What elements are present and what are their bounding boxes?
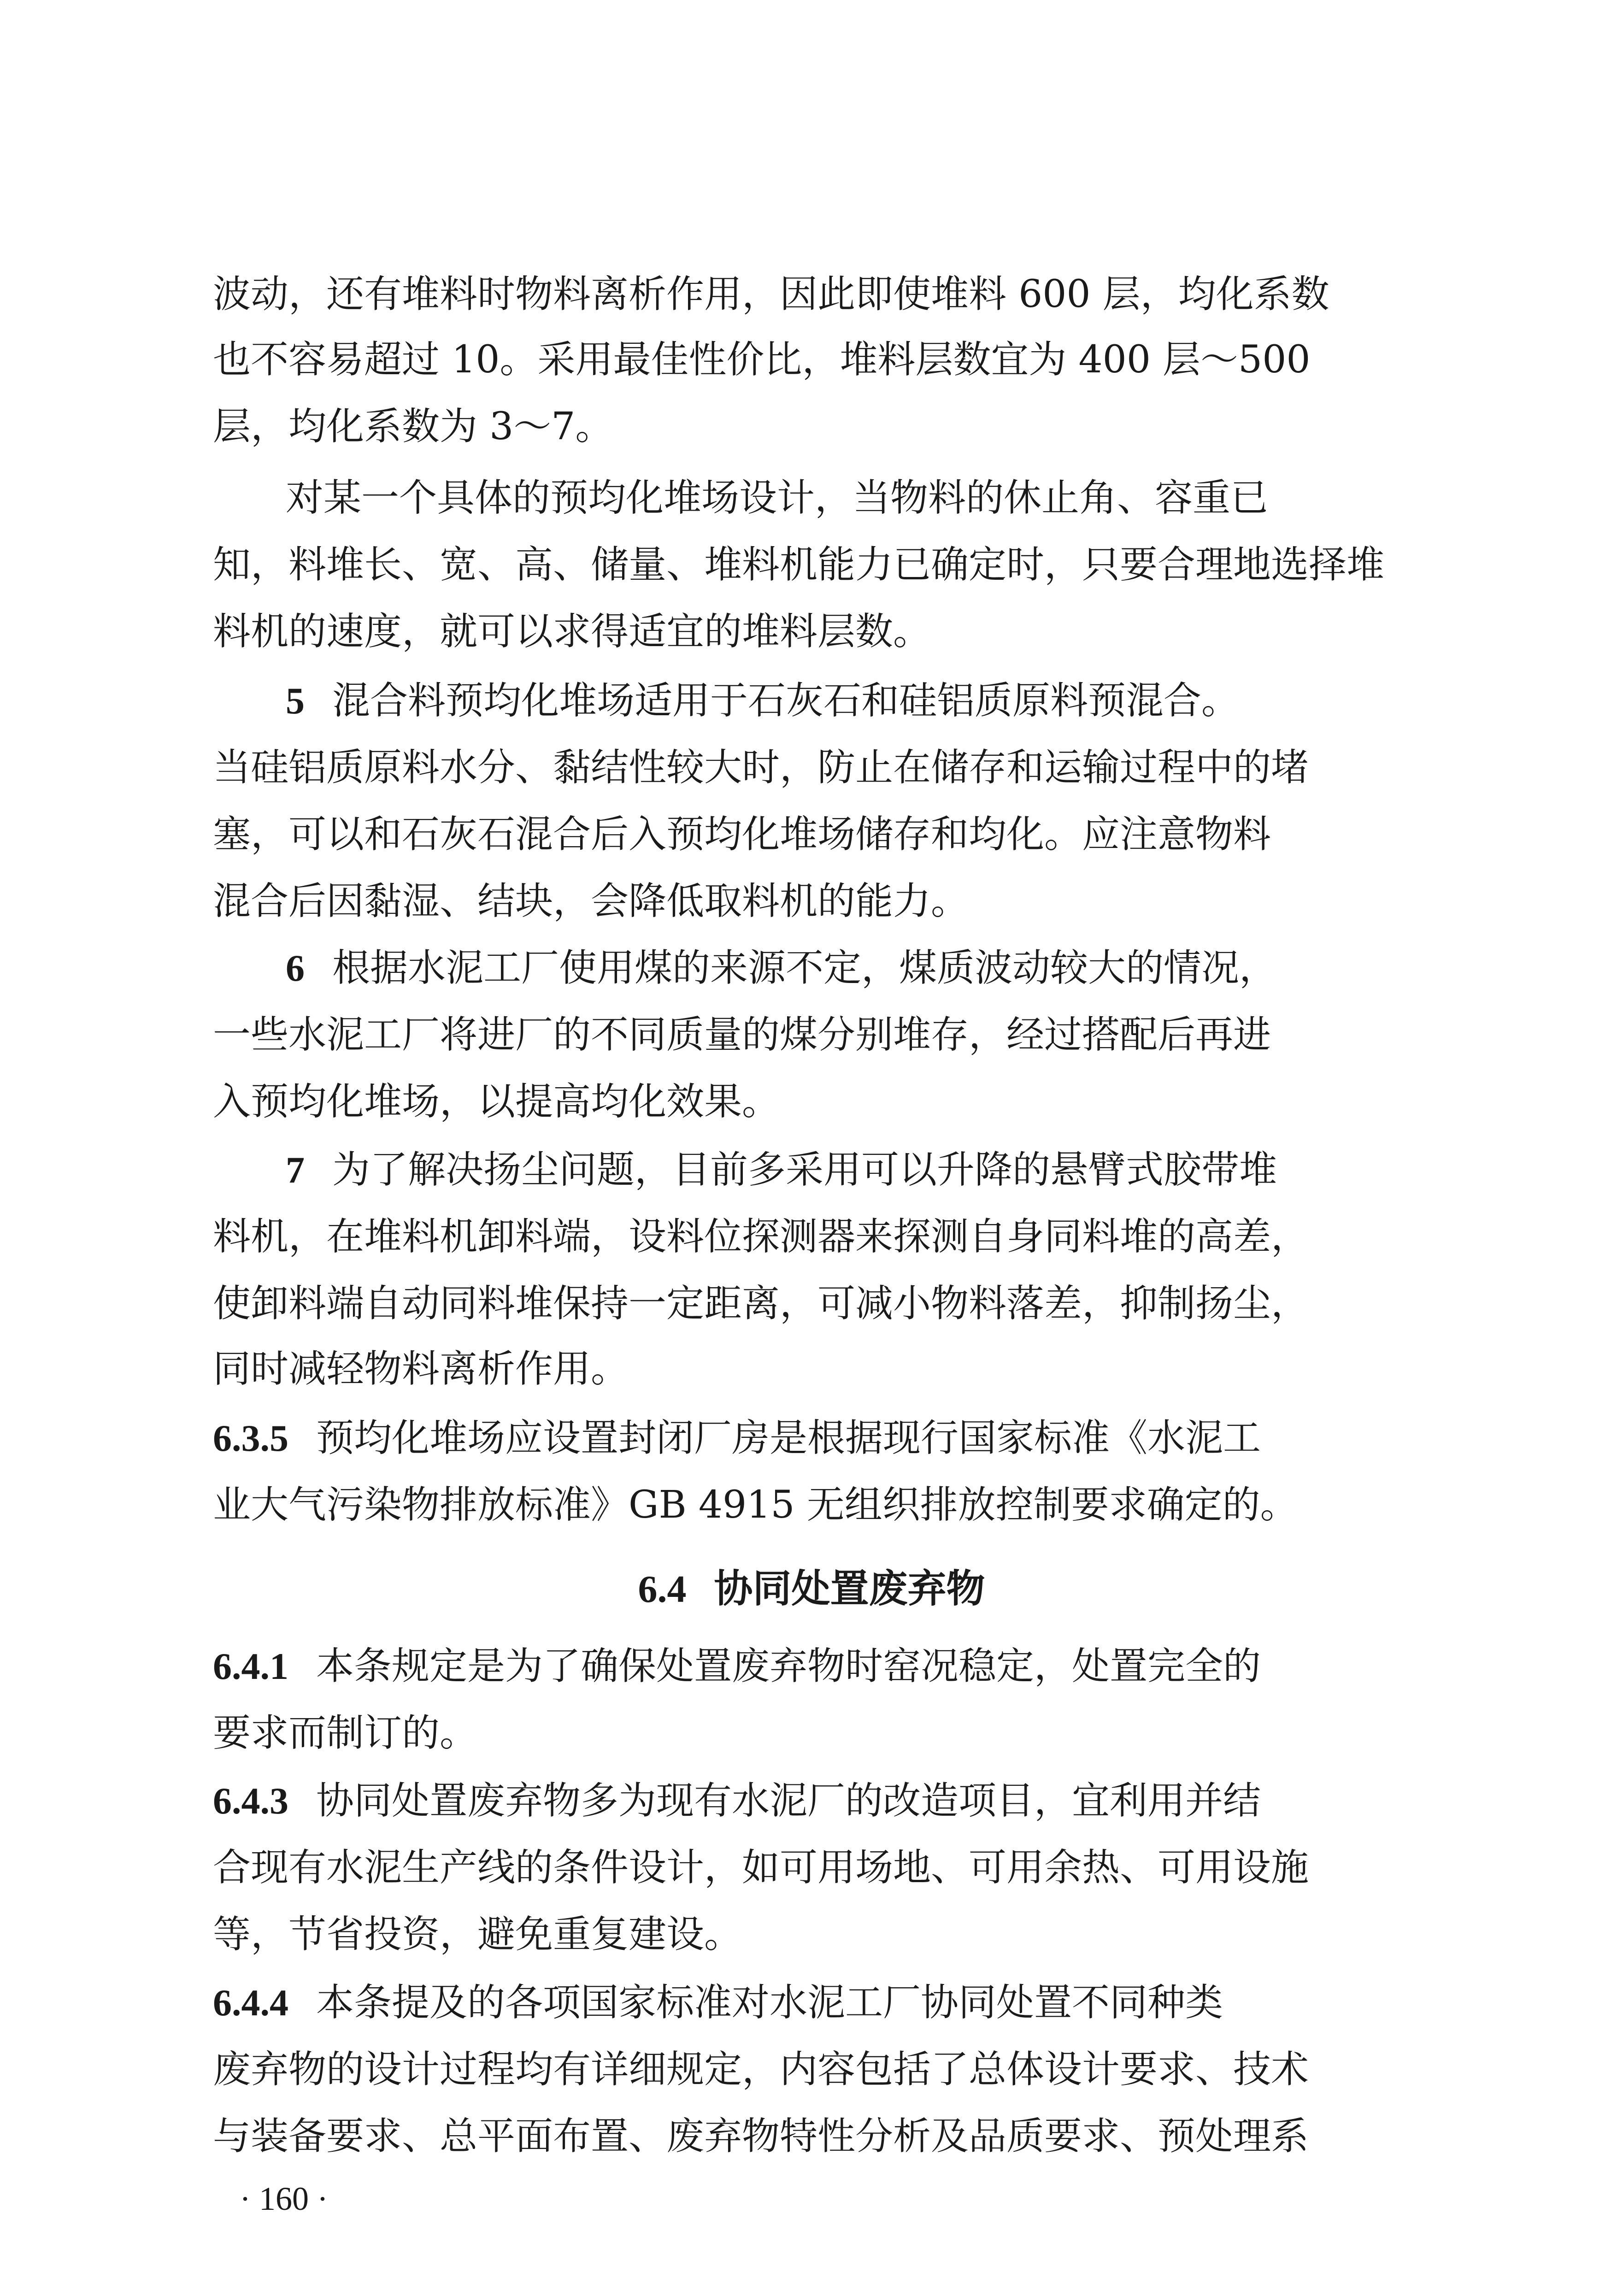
clause-number: 6.4.3	[213, 1780, 288, 1822]
clause-line: 7 为了解决扬尘问题，目前多采用可以升降的悬臂式胶带堆	[286, 1148, 1277, 1192]
clause-number: 6.3.5	[213, 1417, 288, 1459]
clause-line: 6.4.4 本条提及的各项国家标准对水泥工厂协同处置不同种类	[213, 1981, 1223, 2025]
clause-number: 6.4.4	[213, 1982, 288, 2024]
clause-number: 5	[286, 680, 305, 722]
page-number: · 160 ·	[240, 2180, 328, 2217]
text-line: 波动，还有堆料时物料离析作用，因此即使堆料 600 层，均化系数	[213, 272, 1329, 316]
clause-number: 6.4.1	[213, 1645, 288, 1687]
text-line: 要求而制订的。	[213, 1711, 478, 1755]
text-line: 对某一个具体的预均化堆场设计，当物料的休止角、容重已	[286, 476, 1269, 520]
clause-line: 6.4.3 协同处置废弃物多为现有水泥厂的改造项目，宜利用并结	[213, 1779, 1261, 1823]
section-number: 6.4	[638, 1568, 687, 1611]
clause-number: 6	[286, 947, 305, 989]
text-line: 塞，可以和石灰石混合后入预均化堆场储存和均化。应注意物料	[213, 812, 1271, 856]
text-line: 等，节省投资，避免重复建设。	[213, 1913, 742, 1956]
text-line: 一些水泥工厂将进厂的不同质量的煤分别堆存，经过搭配后再进	[213, 1013, 1271, 1057]
text-line: 料机的速度，就可以求得适宜的堆料层数。	[213, 610, 931, 653]
text-line: 料机，在堆料机卸料端，设料位探测器来探测自身同料堆的高差，	[213, 1215, 1309, 1259]
clause-line: 6.4.1 本条规定是为了确保处置废弃物时窑况稳定，处置完全的	[213, 1644, 1261, 1688]
text-line: 混合后因黏湿、结块，会降低取料机的能力。	[213, 879, 969, 923]
clause-number: 7	[286, 1149, 305, 1191]
text-line: 业大气污染物排放标准》GB 4915 无组织排放控制要求确定的。	[213, 1483, 1298, 1527]
text-line: 使卸料端自动同料堆保持一定距离，可减小物料落差，抑制扬尘，	[213, 1282, 1309, 1325]
text-line: 入预均化堆场，以提高均化效果。	[213, 1080, 780, 1124]
text-line: 知，料堆长、宽、高、储量、堆料机能力已确定时，只要合理地选择堆	[213, 543, 1385, 587]
section-title: 协同处置废弃物	[714, 1566, 985, 1611]
text-line: 当硅铝质原料水分、黏结性较大时，防止在储存和运输过程中的堵	[213, 746, 1309, 789]
text-line: 也不容易超过 10。采用最佳性价比，堆料层数宜为 400 层～500	[213, 338, 1311, 382]
clause-line: 6.3.5 预均化堆场应设置封闭厂房是根据现行国家标准《水泥工	[213, 1416, 1261, 1460]
text-line: 与装备要求、总平面布置、废弃物特性分析及品质要求、预处理系	[213, 2114, 1309, 2158]
text-line: 层，均化系数为 3～7。	[213, 405, 613, 448]
clause-line: 5 混合料预均化堆场适用于石灰石和硅铝质原料预混合。	[286, 679, 1240, 723]
text-line: 废弃物的设计过程均有详细规定，内容包括了总体设计要求、技术	[213, 2048, 1309, 2091]
clause-line: 6 根据水泥工厂使用煤的来源不定，煤质波动较大的情况，	[286, 946, 1277, 990]
text-line: 合现有水泥生产线的条件设计，如可用场地、可用余热、可用设施	[213, 1846, 1309, 1890]
text-line: 同时减轻物料离析作用。	[213, 1347, 629, 1391]
section-heading	[0, 1566, 1623, 1611]
